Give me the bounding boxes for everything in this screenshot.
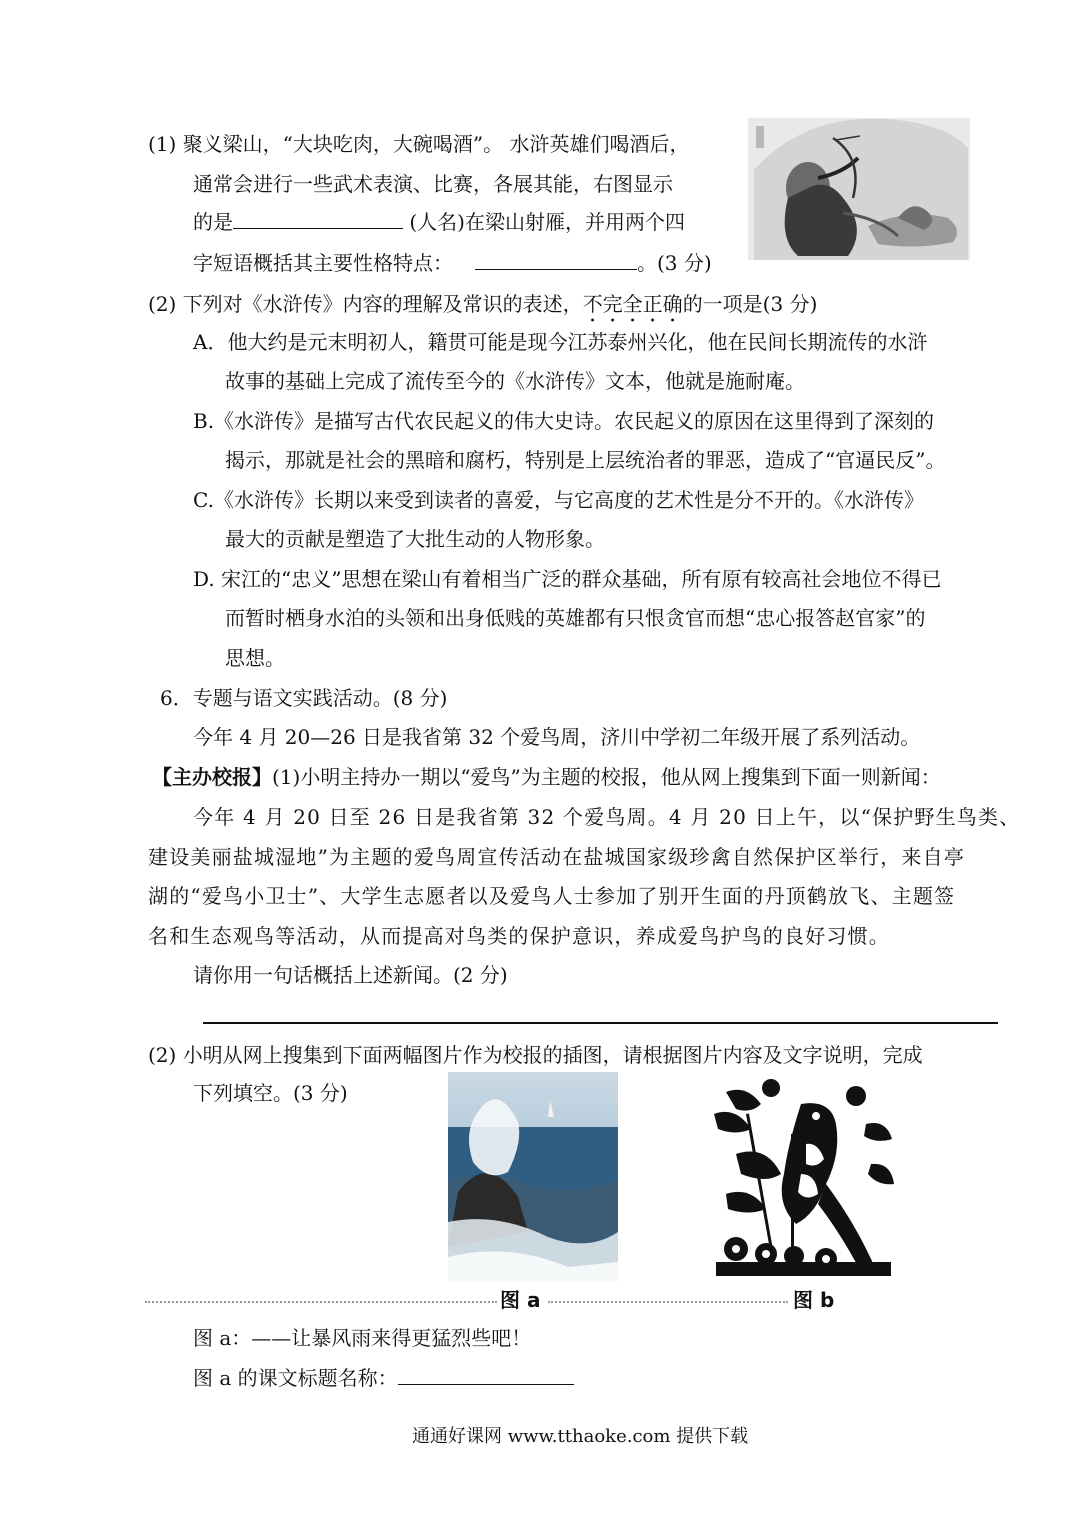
archer-painting-image: [748, 118, 970, 260]
news-line3: 湖的“爱鸟小卫士”、大学生志愿者以及爱鸟人士参加了别开生面的丹顶鹤放飞、主题签: [148, 884, 956, 908]
option-d-line1: D. 宋江的“忠义”思想在梁山有着相当广泛的群众基础，所有原有较高社会地位不得已: [193, 567, 942, 591]
q1-line2: 通常会进行一些武术表演、比赛，各展其能，右图显示: [193, 172, 673, 196]
q1-line3: [193, 208, 685, 236]
q6-section: [152, 763, 941, 791]
dotted-divider-left: [145, 1301, 497, 1303]
figure-a-image: [448, 1072, 618, 1282]
q1-line4a: 字短语概括其主要性格特点：: [193, 251, 453, 275]
option-b-line2: 揭示，那就是社会的黑暗和腐朽，特别是上层统治者的罪恶，造成了“官逼民反”。: [225, 448, 946, 472]
figure-a-quote: 图 a：——让暴风雨来得更猛烈些吧！: [193, 1326, 532, 1350]
news-line2: 建设美丽盐城湿地”为主题的爱鸟周宣传活动在盐城国家级珍禽自然保护区举行，来自亭: [148, 845, 966, 869]
q1-line1: (1) 聚义梁山，“大块吃肉，大碗喝酒”。 水浒英雄们喝酒后，: [148, 132, 690, 156]
option-c-line1: C.《水浒传》长期以来受到读者的喜爱，与它高度的艺术性是分不开的。《水浒传》: [193, 488, 924, 512]
option-d-line3: 思想。: [225, 646, 285, 670]
q6-2-line1: (2) 小明从网上搜集到下面两幅图片作为校报的插图，请根据图片内容及文字说明，完成: [148, 1043, 923, 1067]
footer-credit: 通通好课网 www.tthaoke.com 提供下载: [412, 1426, 749, 1447]
q2-emphasis: 不完全正确: [582, 292, 683, 316]
option-d-line2: 而暂时栖身水泊的头领和出身低贱的英雄都有只恨贪官而想“忠心报答赵官家”的: [225, 606, 926, 630]
option-a-line1: A．他大约是元末明初人，籍贯可能是现今江苏泰州兴化，他在民间长期流传的水浒: [193, 330, 928, 354]
dotted-divider-middle: [548, 1301, 788, 1303]
q6-title: 6．专题与语文实践活动。(8 分): [160, 686, 448, 710]
caption-figure-a: 图 a: [500, 1288, 541, 1312]
news-line4: 名和生态观鸟等活动，从而提高对鸟类的保护意识，养成爱鸟护鸟的良好习惯。: [148, 924, 890, 948]
q2-stem: [148, 290, 817, 327]
section-label: 【主办校报】: [152, 765, 272, 789]
summary-answer-line[interactable]: [203, 1022, 998, 1024]
option-a-line2: 故事的基础上完成了流传至今的《水浒传》文本，他就是施耐庵。: [225, 369, 805, 393]
q1-line3a: 的是: [193, 210, 233, 234]
section-text: (1)小明主持办一期以“爱鸟”为主题的校报，他从网上搜集到下面一则新闻：: [272, 765, 941, 789]
figure-b-image: [706, 1074, 896, 1280]
figure-a-title-label: 图 a 的课文标题名称：: [193, 1366, 398, 1390]
q2-prefix: (2) 下列对《水浒传》内容的理解及常识的表述，: [148, 292, 583, 316]
figure-a-title-line: [193, 1364, 574, 1392]
news-line1: 今年 4 月 20 日至 26 日是我省第 32 个爱鸟周。4 月 20 日上午，以“保护野生鸟类、: [193, 805, 1021, 829]
q1-line4b: 。(3 分): [637, 251, 712, 275]
caption-figure-b: 图 b: [793, 1288, 835, 1312]
figure-a-title-blank[interactable]: [398, 1364, 574, 1385]
q1-line3b: (人名)在梁山射雁，并用两个四: [403, 210, 685, 234]
name-blank[interactable]: [233, 208, 403, 229]
q1-line4: [193, 249, 712, 277]
traits-blank[interactable]: [475, 249, 637, 270]
option-c-line2: 最大的贡献是塑造了大批生动的人物形象。: [225, 527, 605, 551]
q6-intro: 今年 4 月 20—26 日是我省第 32 个爱鸟周，济川中学初二年级开展了系列活动。: [193, 725, 921, 749]
q6-2-line2: 下列填空。(3 分): [193, 1081, 348, 1105]
summary-prompt: 请你用一句话概括上述新闻。(2 分): [193, 963, 508, 987]
q2-suffix: 的一项是(3 分): [682, 292, 818, 316]
option-b-line1: B.《水浒传》是描写古代农民起义的伟大史诗。农民起义的原因在这里得到了深刻的: [193, 409, 935, 433]
